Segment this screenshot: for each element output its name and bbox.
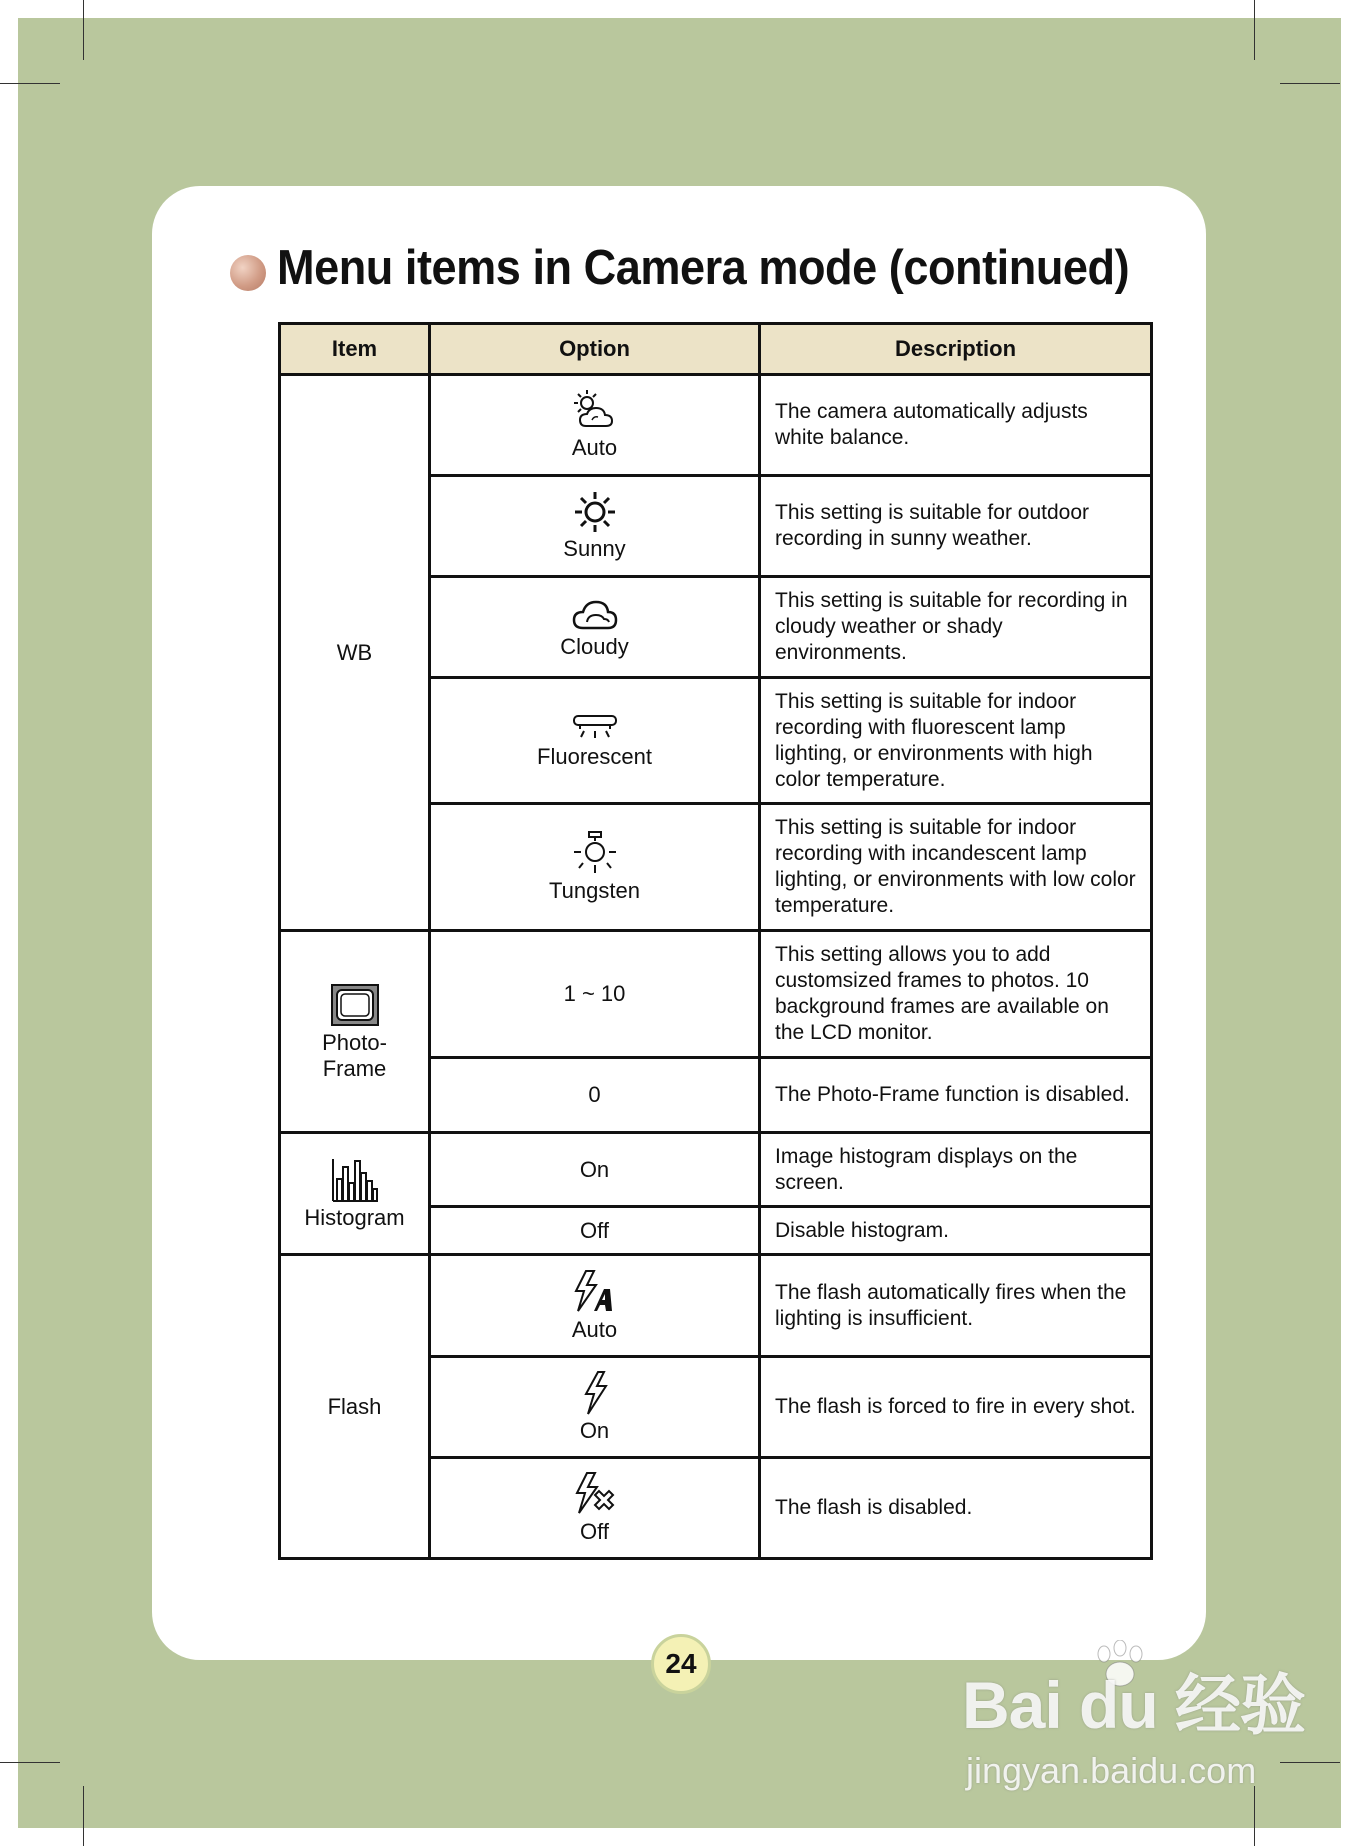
menu-items-table (278, 322, 1153, 1560)
flash-on-icon (580, 1370, 610, 1416)
description-cell: Image histogram displays on the screen. (760, 1133, 1152, 1207)
option-label: Cloudy (560, 634, 629, 659)
description-cell: Disable histogram. (760, 1207, 1152, 1255)
tungsten-icon (572, 830, 618, 876)
table-row (280, 1255, 1152, 1357)
option-label: Tungsten (549, 878, 640, 903)
item-wb: WB (280, 375, 430, 931)
crop-mark (0, 83, 60, 84)
watermark-logo: Bai du 经验 (962, 1668, 1306, 1742)
table-row (280, 375, 1152, 476)
crop-mark (83, 0, 84, 60)
crop-mark (1280, 83, 1340, 84)
option-label: Off (580, 1519, 609, 1544)
option-cell (430, 678, 760, 804)
description-cell: This setting is suitable for recording in cloudy weather or shady environments. (760, 577, 1152, 678)
sunny-icon (573, 490, 617, 534)
wb-auto-icon (572, 389, 618, 433)
description-cell: This setting is suitable for outdoor recording in sunny weather. (760, 476, 1152, 577)
option-cell (430, 1458, 760, 1559)
crop-mark (0, 1762, 60, 1763)
header-description: Description (760, 324, 1152, 375)
description-cell: This setting allows you to add customsized frames to photos. 10 background frames are available on the LCD monitor. (760, 931, 1152, 1058)
option-cell (430, 1255, 760, 1357)
crop-mark (1254, 1786, 1255, 1846)
watermark-url: jingyan.baidu.com (966, 1750, 1257, 1791)
option-cell: 0 (430, 1058, 760, 1133)
crop-mark (1280, 1762, 1340, 1763)
crop-mark (83, 1786, 84, 1846)
table-row (280, 931, 1152, 1058)
option-cell (430, 375, 760, 476)
table-row (280, 1133, 1152, 1207)
photo-frame-icon (329, 982, 381, 1028)
header-option: Option (430, 324, 760, 375)
option-cell: Off (430, 1207, 760, 1255)
page-title: Menu items in Camera mode (continued) (277, 241, 1130, 295)
description-cell: The Photo-Frame function is disabled. (760, 1058, 1152, 1133)
item-histogram (280, 1133, 430, 1255)
option-label: On (579, 1418, 610, 1443)
option-label: Auto (571, 1316, 618, 1342)
option-cell: On (430, 1133, 760, 1207)
header-item: Item (280, 324, 430, 375)
description-cell: The camera automatically adjusts white balance. (760, 375, 1152, 476)
description-cell: This setting is suitable for indoor recording with incandescent lamp lighting, or environments with low color temperature. (760, 804, 1152, 931)
title-bullet-icon (230, 255, 266, 291)
histogram-icon (330, 1157, 380, 1203)
table-header-row (280, 324, 1152, 375)
flash-off-icon (573, 1471, 617, 1517)
cloudy-icon (571, 594, 619, 632)
item-label: Histogram (304, 1204, 405, 1230)
description-cell: The flash is disabled. (760, 1458, 1152, 1559)
description-cell: The flash is forced to fire in every shot. (760, 1357, 1152, 1458)
option-cell (430, 804, 760, 931)
option-cell (430, 1357, 760, 1458)
fluorescent-icon (570, 712, 620, 742)
page-number: 24 (651, 1634, 711, 1694)
option-label: Auto (571, 435, 618, 460)
option-cell: 1 ~ 10 (430, 931, 760, 1058)
description-cell: The flash automatically fires when the lighting is insufficient. (760, 1255, 1152, 1357)
flash-auto-icon (572, 1269, 618, 1315)
option-label: Fluorescent (537, 743, 652, 769)
option-cell (430, 476, 760, 577)
option-label: Sunny (563, 536, 626, 561)
item-label: Frame (322, 1055, 387, 1081)
option-cell (430, 577, 760, 678)
crop-mark (1254, 0, 1255, 60)
item-label: Photo- (322, 1029, 387, 1055)
item-photo-frame (280, 931, 430, 1133)
item-flash: Flash (280, 1255, 430, 1559)
description-cell: This setting is suitable for indoor recording with fluorescent lamp lighting, or environments with high color temperature. (760, 678, 1152, 804)
